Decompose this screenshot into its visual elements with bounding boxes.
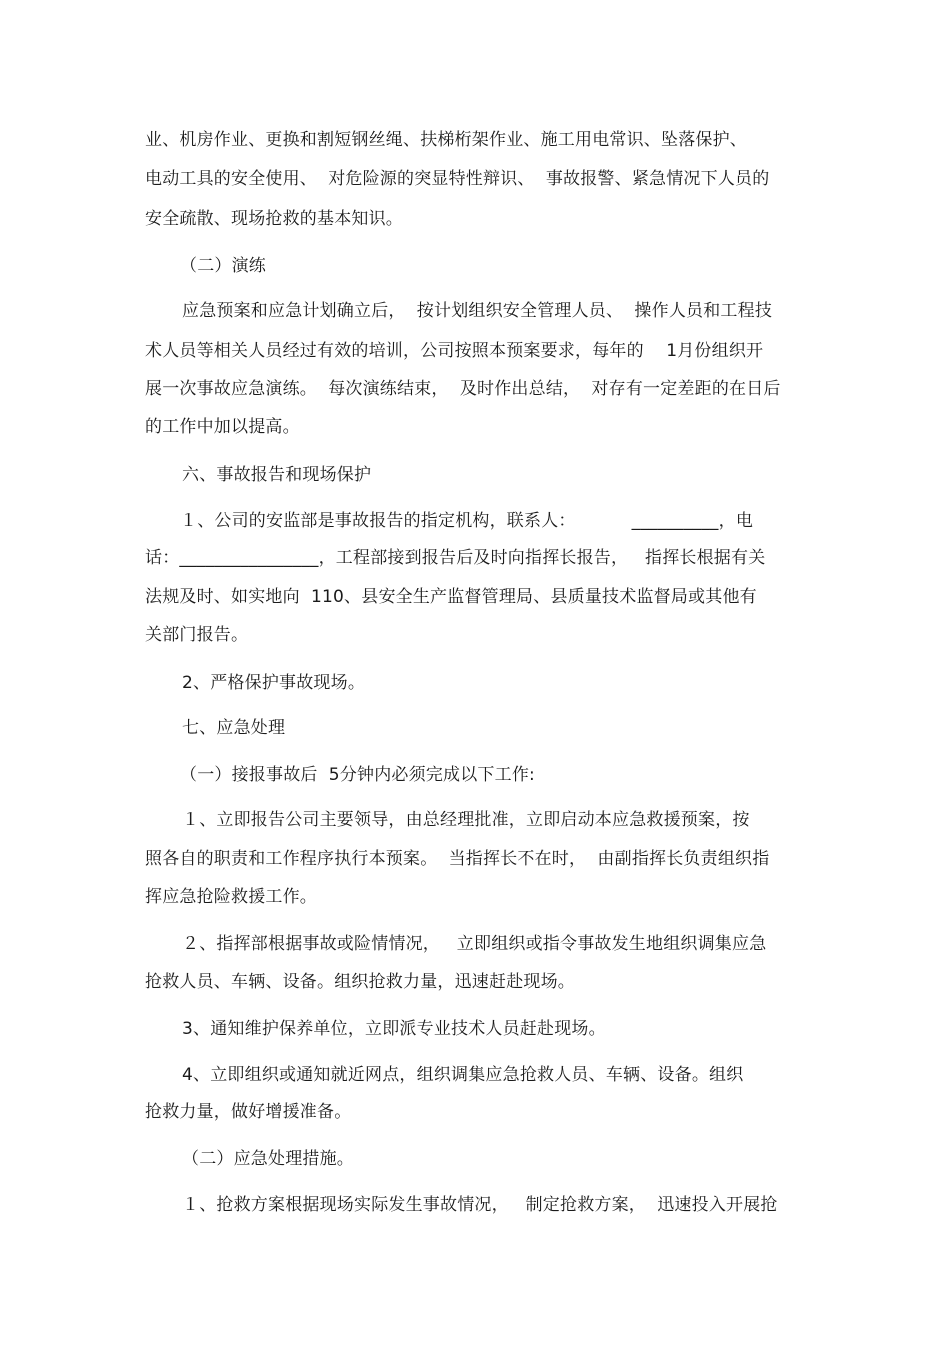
section-heading: （二）应急处理措施。	[182, 1149, 354, 1169]
text-line: １、抢救方案根据现场实际发生事故情况， 制定抢救方案， 迅速投入开展抢	[182, 1195, 778, 1215]
text-line: 应急预案和应急计划确立后， 按计划组织安全管理人员、 操作人员和工程技	[182, 301, 773, 321]
text-line: ２、指挥部根据事故或险情情况， 立即组织或指令事故发生地组织调集应急	[182, 934, 767, 954]
text-line: 法规及时、如实地向 110、县安全生产监督管理局、县质量技术监督局或其他有	[145, 587, 757, 607]
text-line: 电动工具的安全使用、 对危险源的突显特性辩识、 事故报警、紧急情况下人员的	[145, 169, 770, 189]
text-line: 2、严格保护事故现场。	[182, 673, 366, 693]
text-line: 术人员等相关人员经过有效的培训，公司按照本预案要求，每年的 1月份组织开	[145, 341, 764, 361]
text-line: １、立即报告公司主要领导，由总经理批准，立即启动本应急救援预案，按	[182, 810, 750, 830]
section-heading: 六、事故报告和现场保护	[182, 465, 372, 485]
text-line: 安全疏散、现场抢救的基本知识。	[145, 209, 403, 229]
text-line: 话：________________，工程部接到报告后及时向指挥长报告， 指挥长根据有关	[145, 548, 766, 568]
text-line: 关部门报告。	[145, 625, 249, 645]
text-line: 4、立即组织或通知就近网点，组织调集应急抢救人员、车辆、设备。组织	[182, 1065, 744, 1085]
text-line: 抢救人员、车辆、设备。组织抢救力量，迅速赶赴现场。	[145, 972, 575, 992]
section-heading: 七、应急处理	[182, 718, 286, 738]
text-line: 业、机房作业、更换和割短钢丝绳、扶梯桁架作业、施工用电常识、坠落保护、	[145, 130, 747, 150]
text-line: （一）接报事故后 5分钟内必须完成以下工作:	[180, 765, 535, 785]
text-line: １、公司的安监部是事故报告的指定机构，联系人： __________，电	[180, 511, 754, 531]
text-line: 挥应急抢险救援工作。	[145, 887, 317, 907]
section-heading: （二）演练	[180, 256, 266, 276]
text-line: 抢救力量，做好增援准备。	[145, 1102, 352, 1122]
text-line: 的工作中加以提高。	[145, 417, 300, 437]
text-line: 3、通知维护保养单位，立即派专业技术人员赶赴现场。	[182, 1019, 606, 1039]
text-line: 照各自的职责和工作程序执行本预案。 当指挥长不在时， 由副指挥长负责组织指	[145, 849, 770, 869]
text-line: 展一次事故应急演练。 每次演练结束， 及时作出总结， 对存有一定差距的在日后	[145, 379, 781, 399]
